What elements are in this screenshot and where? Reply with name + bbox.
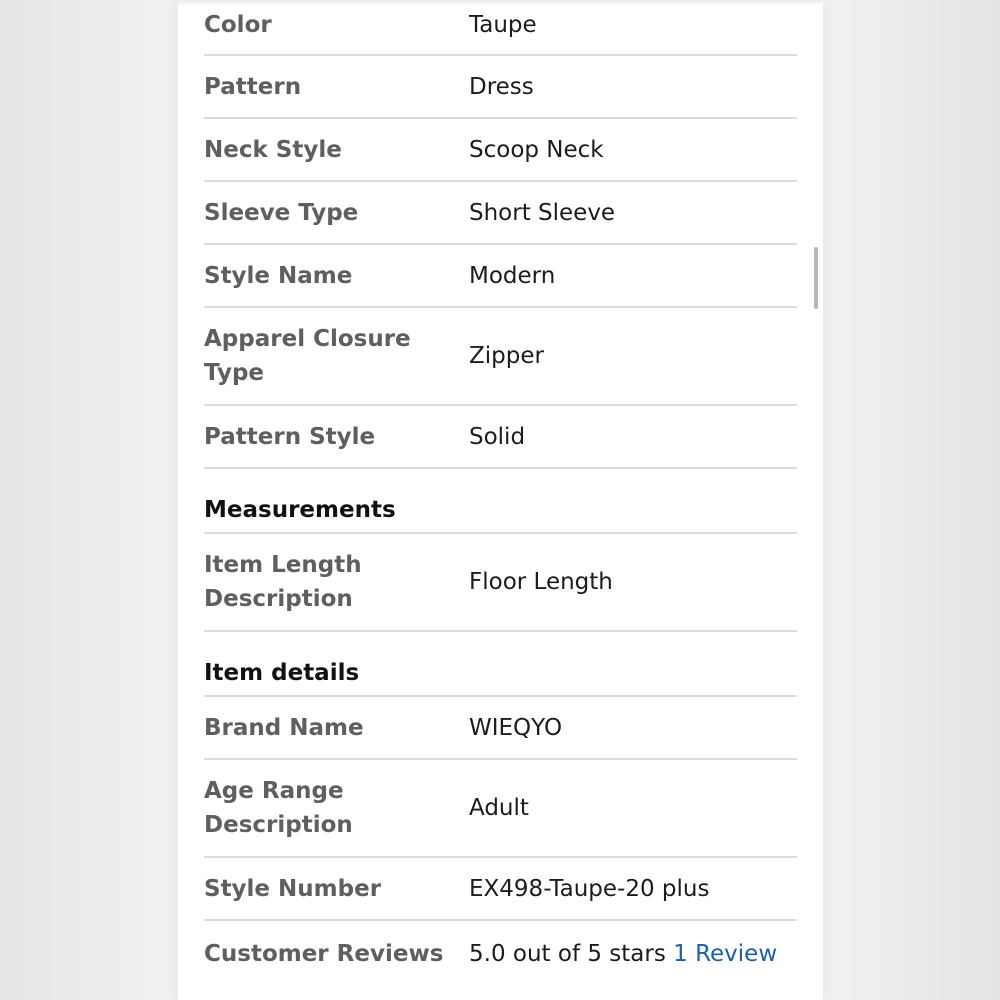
product-details-panel (178, 0, 823, 1000)
section-measurements (204, 469, 797, 534)
attribute-label: Color (204, 12, 272, 38)
scrollbar-thumb[interactable] (814, 247, 818, 309)
attribute-label: Style Name (204, 262, 353, 289)
attribute-label: Brand Name (204, 714, 364, 741)
attribute-row-style-number (204, 858, 797, 921)
attribute-label: Item Length Description (204, 552, 362, 612)
attribute-row-item-length-description (204, 534, 797, 632)
attribute-value: Solid (469, 423, 526, 450)
attribute-row-style-name (204, 245, 797, 308)
attribute-label: Apparel Closure Type (204, 326, 411, 386)
attribute-label: Style Number (204, 875, 382, 902)
attribute-label: Pattern Style (204, 423, 376, 450)
attribute-value: Dress (469, 73, 534, 100)
attribute-row-pattern (204, 56, 797, 119)
attribute-row-customer-reviews (204, 921, 797, 1000)
attribute-value: Scoop Neck (469, 136, 604, 163)
attribute-label: Sleeve Type (204, 199, 359, 226)
attribute-label: Age Range Description (204, 778, 353, 838)
product-details-table (204, 0, 797, 1000)
section-item-details (204, 632, 797, 697)
customer-reviews-value (469, 937, 797, 971)
attribute-value: Floor Length (469, 569, 613, 595)
section-heading-measurements: Measurements (204, 496, 396, 523)
attribute-row-brand-name (204, 697, 797, 760)
attribute-row-color (204, 0, 797, 56)
attribute-label: Customer Reviews (204, 941, 444, 967)
attribute-row-neck-style (204, 119, 797, 182)
star-rating-text: 5.0 out of 5 stars (469, 941, 666, 967)
attribute-row-apparel-closure-type (204, 308, 797, 406)
attribute-row-sleeve-type (204, 182, 797, 245)
review-count-link[interactable]: 1 Review (673, 941, 778, 967)
attribute-value: Taupe (469, 12, 537, 38)
attribute-value: EX498-Taupe-20 plus (469, 875, 710, 902)
attribute-value: Modern (469, 262, 556, 289)
attribute-value: Short Sleeve (469, 199, 616, 226)
section-heading-item-details: Item details (204, 659, 360, 686)
attribute-value: Zipper (469, 343, 544, 369)
attribute-row-pattern-style (204, 406, 797, 469)
attribute-row-age-range-description (204, 760, 797, 858)
attribute-value: Adult (469, 795, 529, 821)
attribute-label: Neck Style (204, 136, 342, 163)
attribute-label: Pattern (204, 73, 302, 100)
attribute-value: WIEQYO (469, 714, 563, 741)
